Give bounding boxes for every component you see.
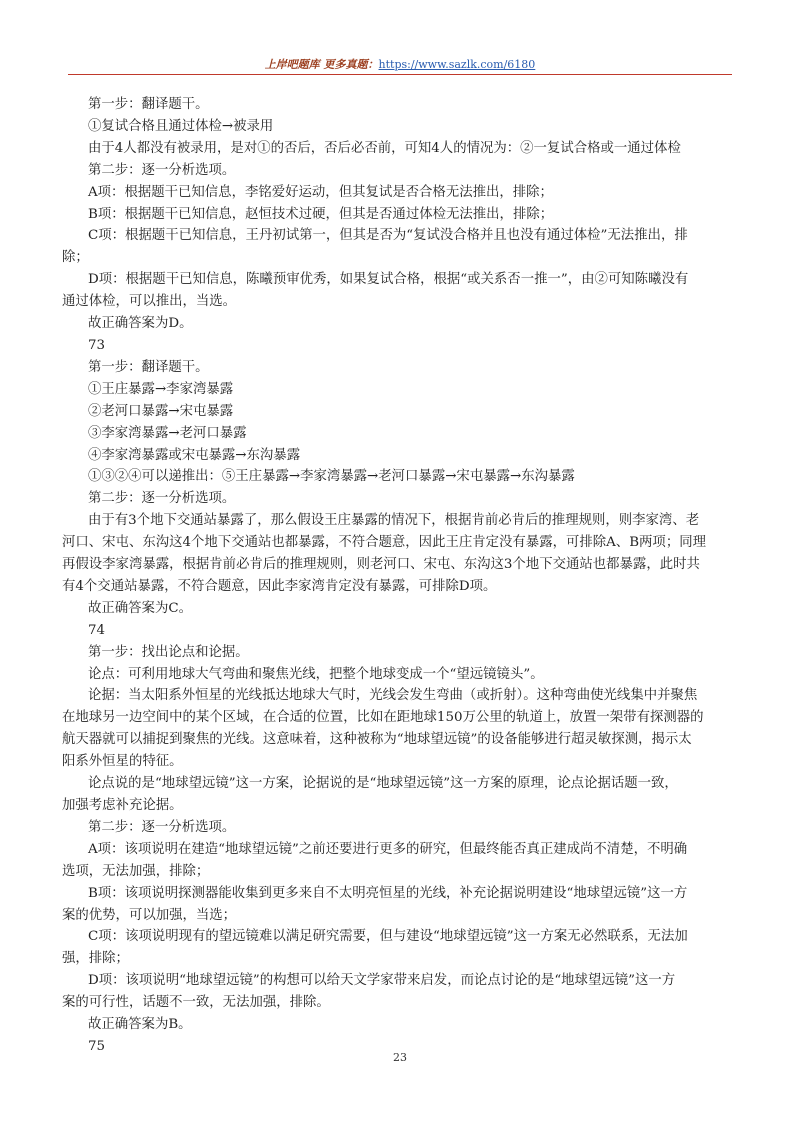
text-line: 第一步：翻译题干。 xyxy=(88,359,209,375)
question-number: 74 xyxy=(88,622,106,638)
text-line: 通过体检，可以推出，当选。 xyxy=(62,294,237,310)
text-line: 故正确答案为D。 xyxy=(88,316,193,332)
text-line: C项：根据题干已知信息，王丹初试第一，但其是否为“复试没合格并且也没有通过体检”无法推出，排 xyxy=(88,228,688,244)
text-line: 再假设李家湾暴露，根据肯前必肯后的推理规则，则老河口、宋屯、东沟这3个地下交通站也都暴露，此时共 xyxy=(62,557,700,573)
text-line: ③李家湾暴露→老河口暴露 xyxy=(88,425,247,441)
text-line: 由于有3个地下交通站暴露了，那么假设王庄暴露的情况下，根据肯前必肯后的推理规则，则李家湾、老 xyxy=(88,513,700,529)
text-line: ④李家湾暴露或宋屯暴露→东沟暴露 xyxy=(88,447,301,463)
header-divider xyxy=(68,74,732,75)
text-line: 故正确答案为C。 xyxy=(88,600,192,616)
text-line: 阳系外恒星的特征。 xyxy=(62,754,183,770)
question-number: 73 xyxy=(88,337,106,353)
text-line: ①③②④可以递推出：⑤王庄暴露→李家湾暴露→老河口暴露→宋屯暴露→东沟暴露 xyxy=(88,469,575,485)
text-line: B项：该项说明探测器能收集到更多来自不太明亮恒星的光线，补充论据说明建设“地球望远镜”这一方 xyxy=(88,885,688,901)
text-line: A项：该项说明在建造“地球望远镜”之前还要进行更多的研究，但最终能否真正建成尚不清楚，不明确 xyxy=(88,841,688,857)
page-number: 23 xyxy=(393,1051,407,1064)
text-line: 案的优势，可以加强，当选； xyxy=(62,907,237,923)
text-line: 第一步：找出论点和论据。 xyxy=(88,644,249,660)
text-line: 故正确答案为B。 xyxy=(88,1017,192,1033)
text-line: 加强考虑补充论据。 xyxy=(62,798,183,813)
text-line: 河口、宋屯、东沟这4个地下交通站也都暴露，不符合题意，因此王庄肯定没有暴露，可排除A、B两项；同理 xyxy=(62,535,706,551)
text-line: 由于4人都没有被录用，是对①的否后，否后必否前，可知4人的情况为：②一复试合格或一通过体检 xyxy=(88,140,681,156)
text-line: D项：根据题干已知信息，陈曦预审优秀，如果复试合格，根据“或关系否一推一”，由②可知陈曦没有 xyxy=(88,272,689,288)
text-line: 案的可行性，话题不一致，无法加强，排除。 xyxy=(62,995,330,1011)
text-line: 第二步：逐一分析选项。 xyxy=(88,491,236,507)
text-line: 论点：可利用地球大气弯曲和聚焦光线，把整个地球变成一个“望远镜镜头”。 xyxy=(88,666,544,682)
text-line: D项：该项说明“地球望远镜”的构想可以给天文学家带来启发，而论点讨论的是“地球望远镜”这一方 xyxy=(88,973,676,989)
text-line: ②老河口暴露→宋屯暴露 xyxy=(88,403,234,419)
page-header xyxy=(0,56,800,72)
text-line: 强，排除； xyxy=(62,951,129,967)
text-line: 在地球另一边空间中的某个区域，在合适的位置，比如在距地球150万公里的轨道上，放置一架带有探测器的 xyxy=(62,710,704,726)
question-number: 75 xyxy=(88,1038,106,1054)
document-body xyxy=(62,94,736,1058)
text-line: B项：根据题干已知信息，赵恒技术过硬，但其是否通过体检无法推出，排除； xyxy=(88,206,554,222)
text-line: 选项，无法加强，排除； xyxy=(62,863,210,879)
text-line: 第二步：逐一分析选项。 xyxy=(88,819,236,835)
text-line: 除； xyxy=(62,250,89,266)
text-line: ①复试合格且通过体检→被录用 xyxy=(88,118,274,134)
header-sep: 更多真题： xyxy=(319,58,379,71)
header-site: 上岸吧题库 xyxy=(264,58,320,71)
text-line: A项：根据题干已知信息，李铭爱好运动，但其复试是否合格无法推出，排除； xyxy=(88,184,553,200)
text-line: C项：该项说明现有的望远镜难以满足研究需要，但与建设“地球望远镜”这一方案无必然联系，无法加 xyxy=(88,929,688,945)
text-line: 有4个交通站暴露，不符合题意，因此李家湾肯定没有暴露，可排除D项。 xyxy=(62,578,497,594)
text-line: 第二步：逐一分析选项。 xyxy=(88,162,236,178)
text-line: 论点说的是“地球望远镜”这一方案，论据说的是“地球望远镜”这一方案的原理，论点论据话题一致， xyxy=(88,776,678,792)
text-line: 第一步：翻译题干。 xyxy=(88,97,209,112)
text-line: 论据：当太阳系外恒星的光线抵达地球大气时，光线会发生弯曲（或折射）。这种弯曲使光线集中并聚焦 xyxy=(88,688,698,704)
text-line: 航天器就可以捕捉到聚焦的光线。这意味着，这种被称为“地球望远镜”的设备能够进行超灵敏探测，揭示太 xyxy=(62,732,692,748)
text-line: ①王庄暴露→李家湾暴露 xyxy=(88,381,234,397)
header-url-link[interactable]: https://www.sazlk.com/6180 xyxy=(378,58,536,71)
